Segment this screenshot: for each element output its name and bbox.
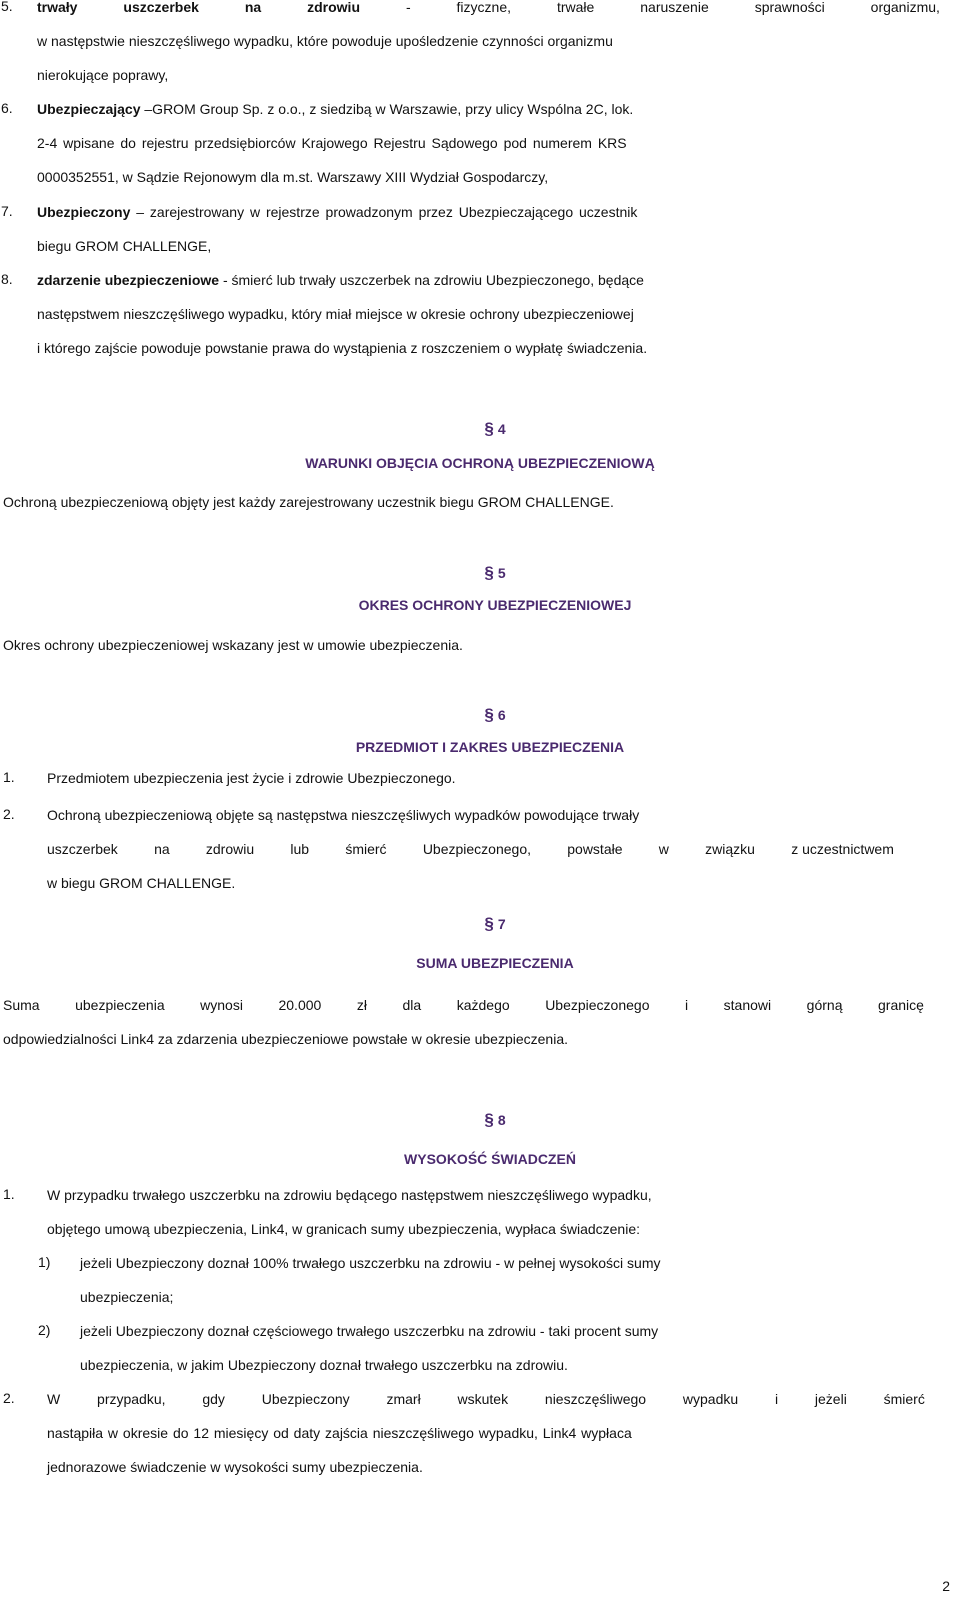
word: gdy (202, 1391, 225, 1407)
word: związku (705, 841, 755, 857)
word: wypadku (682, 1391, 739, 1407)
item5-term-word: zdrowiu (307, 0, 360, 15)
word: przypadku, (97, 1391, 166, 1407)
item7-line1-text: – zarejestrowany w rejestrze prowadzonym przez Ubezpieczającego uczestnik (130, 204, 638, 220)
item6-line1-text: –GROM Group Sp. z o.o., z siedzibą w Warszawie, przy ulicy Wspólna 2C, lok. (140, 101, 634, 117)
section-7-line2: odpowiedzialności Link4 za zdarzenia ubezpieczeniowe powstałe w okresie ubezpieczenia. (3, 1031, 569, 1047)
word: Ubezpieczonego, (422, 841, 531, 857)
item6-line1 (37, 100, 633, 118)
word: wynosi (200, 997, 243, 1013)
word: powstałe (567, 841, 623, 857)
item-number: 1. (3, 1186, 15, 1202)
section-6-point-2-line2 (47, 840, 894, 858)
word: zmarł (386, 1391, 421, 1407)
item6-line3: 0000352551, w Sądzie Rejonowym dla m.st. Warszawy XIII Wydział Gospodarczy, (37, 169, 549, 185)
word: uszczerbek (47, 841, 118, 857)
item5-word: - (405, 0, 411, 15)
section-5-text: Okres ochrony ubezpieczeniowej wskazany jest w umowie ubezpieczenia. (3, 637, 463, 653)
item6-term: Ubezpieczający (37, 101, 141, 117)
section-4-text: Ochroną ubezpieczeniową objęty jest każdy zarejestrowany uczestnik biegu GROM CHALLENGE. (3, 494, 614, 510)
section-6-title: PRZEDMIOT I ZAKRES UBEZPIECZENIA (355, 739, 625, 755)
item7-line1 (37, 203, 637, 221)
word: nieszczęśliwego (544, 1391, 647, 1407)
section-4-title: WARUNKI OBJĘCIA OCHRONĄ UBEZPIECZENIOWĄ (305, 455, 655, 471)
word: wskutek (457, 1391, 509, 1407)
section-6-number: § 6 (484, 705, 506, 724)
sub-item-number: 2) (38, 1322, 51, 1338)
section-6-point-2-line3: w biegu GROM CHALLENGE. (47, 875, 236, 891)
item-number: 7. (1, 203, 13, 219)
item5-term-word: uszczerbek (123, 0, 199, 15)
section-6-point-2-line1: Ochroną ubezpieczeniową objęte są następstwa nieszczęśliwych wypadków powodujące trwały (47, 807, 640, 823)
item5-word: sprawności (754, 0, 825, 15)
section-7-line1 (3, 996, 924, 1014)
section-4-number: § 4 (484, 419, 506, 438)
section-8-point-2-line1 (47, 1390, 925, 1408)
section-5-title: OKRES OCHRONY UBEZPIECZENIOWEJ (358, 597, 632, 613)
word: lub (290, 841, 310, 857)
section-5-number: § 5 (484, 563, 506, 582)
section-8-number: § 8 (484, 1110, 506, 1129)
word: W (47, 1391, 61, 1407)
item5-word: organizmu, (870, 0, 940, 15)
section-8-point-1-line2: objętego umową ubezpieczenia, Link4, w granicach sumy ubezpieczenia, wypłaca świadczenie: (47, 1221, 641, 1237)
item8-line1-text: - śmierć lub trwały uszczerbek na zdrowiu Ubezpieczonego, będące (219, 272, 644, 288)
word: zdrowiu (205, 841, 255, 857)
section-7-title: SUMA UBEZPIECZENIA (416, 955, 574, 971)
word: zł (356, 997, 367, 1013)
section-8-sub-1-line2: ubezpieczenia; (80, 1289, 174, 1305)
item5-word: naruszenie (640, 0, 709, 15)
item5-word: fizyczne, (456, 0, 512, 15)
item-number: 2. (3, 1390, 15, 1406)
section-8-point-1-line1: W przypadku trwałego uszczerbku na zdrowiu będącego następstwem nieszczęśliwego wypadku, (47, 1187, 652, 1203)
word: Ubezpieczonego (545, 997, 650, 1013)
item-number: 2. (3, 806, 15, 822)
item7-term: Ubezpieczony (37, 204, 131, 220)
word: stanowi (723, 997, 772, 1013)
section-8-sub-2-line2: ubezpieczenia, w jakim Ubezpieczony doznał trwałego uszczerbku na zdrowiu. (80, 1357, 568, 1373)
word: w (658, 841, 669, 857)
item-number: 8. (1, 271, 13, 287)
sub-item-number: 1) (38, 1254, 51, 1270)
item-number: 5. (1, 0, 13, 14)
word: granicę (878, 997, 924, 1013)
section-6-point-1: Przedmiotem ubezpieczenia jest życie i zdrowie Ubezpieczonego. (47, 770, 456, 786)
item5-line1 (37, 0, 940, 16)
word: na (154, 841, 170, 857)
section-8-point-2-line3: jednorazowe świadczenie w wysokości sumy ubezpieczenia. (47, 1459, 423, 1475)
word: i (774, 1391, 779, 1407)
item8-line3: i którego zajście powoduje powstanie prawa do wystąpienia z roszczeniem o wypłatę świadczenia. (37, 340, 648, 356)
word: ubezpieczenia (75, 997, 165, 1013)
item6-line2: 2-4 wpisane do rejestru przedsiębiorców Krajowego Rejestru Sądowego pod numerem KRS (37, 135, 627, 151)
item8-line1 (37, 271, 644, 289)
word: z uczestnictwem (791, 841, 894, 857)
item5-line2: w następstwie nieszczęśliwego wypadku, które powoduje upośledzenie czynności organizmu (37, 33, 613, 49)
item8-line2: następstwem nieszczęśliwego wypadku, który miał miejsce w okresie ochrony ubezpieczeniowej (37, 306, 634, 322)
section-8-title: WYSOKOŚĆ ŚWIADCZEŃ (404, 1151, 576, 1167)
item5-term-word: trwały (37, 0, 78, 15)
item-number: 6. (1, 100, 13, 116)
item7-line2: biegu GROM CHALLENGE, (37, 238, 212, 254)
item8-term: zdarzenie ubezpieczeniowe (37, 272, 220, 288)
word: Ubezpieczony (261, 1391, 350, 1407)
item5-line3: nierokujące poprawy, (37, 67, 169, 83)
word: Suma (3, 997, 40, 1013)
section-7-number: § 7 (484, 914, 506, 933)
item5-term-word: na (244, 0, 262, 15)
word: jeżeli (814, 1391, 847, 1407)
word: i (685, 997, 689, 1013)
item-number: 1. (3, 769, 15, 785)
word: śmierć (883, 1391, 925, 1407)
section-8-sub-1-line1: jeżeli Ubezpieczony doznał 100% trwałego uszczerbku na zdrowiu - w pełnej wysokości sumy (80, 1255, 661, 1271)
page-number: 2 (942, 1578, 950, 1594)
section-8-point-2-line2: nastąpiła w okresie do 12 miesięcy od daty zajścia nieszczęśliwego wypadku, Link4 wypłaca (47, 1425, 632, 1441)
word: śmierć (345, 841, 387, 857)
word: górną (806, 997, 843, 1013)
word: dla (402, 997, 422, 1013)
item5-word: trwałe (556, 0, 595, 15)
word: każdego (456, 997, 510, 1013)
word: 20.000 (278, 997, 322, 1013)
section-8-sub-2-line1: jeżeli Ubezpieczony doznał częściowego trwałego uszczerbku na zdrowiu - taki procent sumy (80, 1323, 659, 1339)
